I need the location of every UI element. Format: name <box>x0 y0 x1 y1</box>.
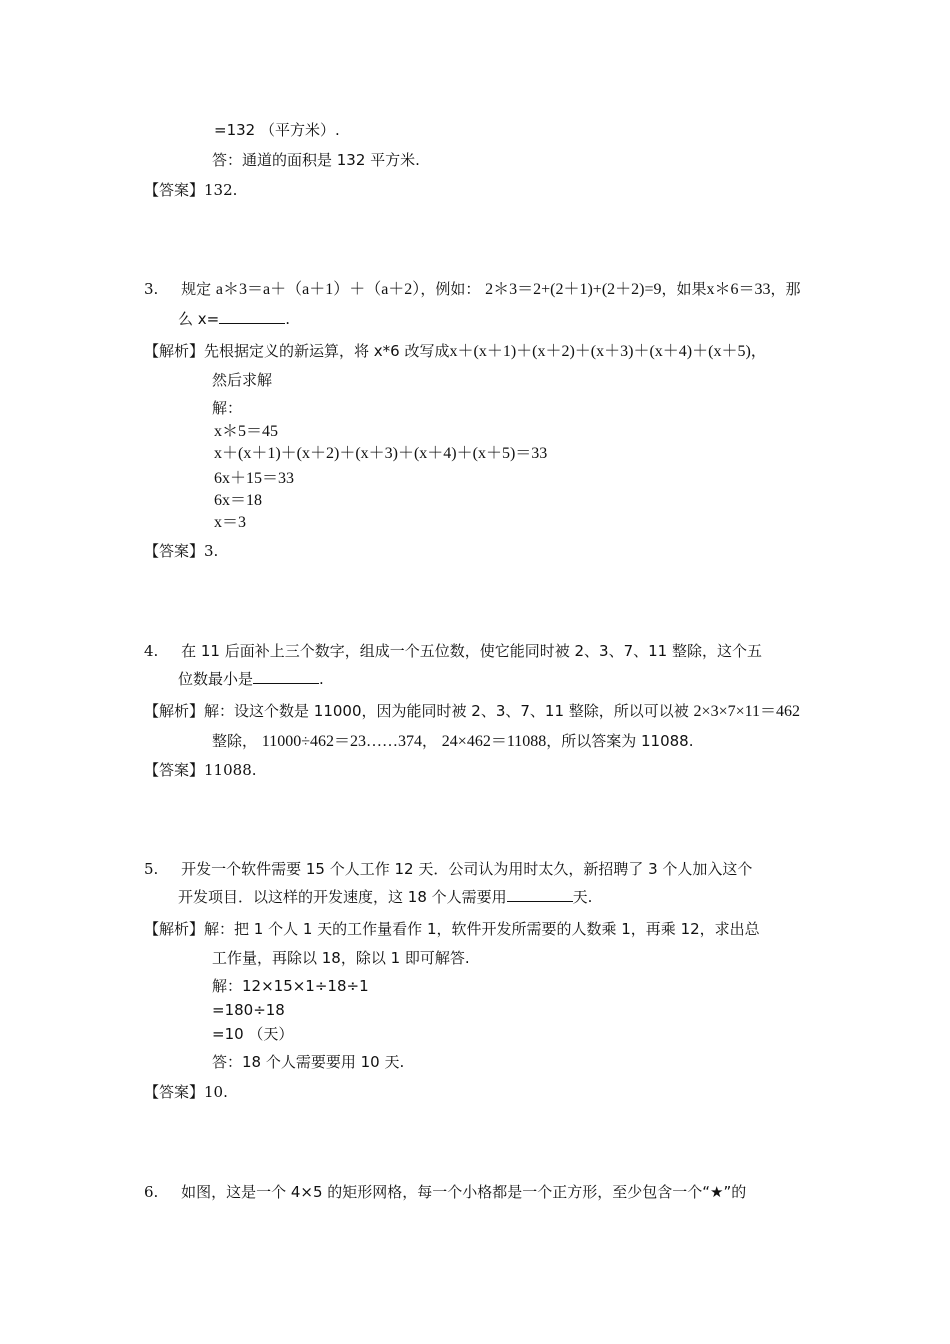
q3-text-b: ，例如： <box>420 280 481 298</box>
q4-analysis-text: ，所以答案为 11088. <box>546 732 694 750</box>
question-number: 5. <box>144 860 159 878</box>
q4-analysis-text: 整除， <box>212 732 258 750</box>
period: . <box>285 310 290 328</box>
q3-line1 <box>144 279 801 300</box>
q3-text-d: ，那 <box>770 280 801 298</box>
q5-answer <box>144 1082 228 1102</box>
q6-line1 <box>144 1182 746 1202</box>
q3-analysis-expr: x＋(x＋1)＋(x＋2)＋(x＋3)＋(x＋4)＋(x＋5)， <box>449 343 767 360</box>
q3-step: 6x＝18 <box>214 492 263 509</box>
q4-analysis <box>144 701 800 722</box>
q4-analysis-text: 解：设这个数是 11000，因为能同时被 2、3、7、11 整除，所以可以被 <box>204 702 689 720</box>
q3-analysis <box>144 341 767 362</box>
q3-analysis-line2: 然后求解 <box>212 371 273 389</box>
q3-text: 规定 <box>181 280 212 298</box>
answer-blank <box>507 887 573 902</box>
question-number: 6. <box>144 1183 159 1201</box>
prev-step: =132 （平方米）. <box>214 121 340 139</box>
analysis-label: 【解析】 <box>144 342 205 360</box>
q5-line2 <box>178 887 592 907</box>
q4-line2-text: 位数最小是 <box>178 670 254 688</box>
q3-definition: a＊3＝a＋（a＋1）＋（a＋2） <box>215 281 421 298</box>
q5-line2-text: 开发项目．以这样的开发速度，这 18 个人需要用 <box>178 888 507 906</box>
q5-step: =10 （天） <box>212 1025 294 1043</box>
q5-line2-end: 天. <box>572 888 593 906</box>
prev-answer-line: 答：通道的面积是 132 平方米. <box>212 151 420 169</box>
analysis-label: 【解析】 <box>144 702 205 720</box>
q5-analysis <box>144 919 760 939</box>
answer-value: 3. <box>204 542 219 560</box>
q5-step: =180÷18 <box>212 1001 285 1019</box>
q3-step: x＝3 <box>214 514 247 531</box>
q4-line2 <box>178 669 324 689</box>
answer-label: 【答案】 <box>144 542 205 560</box>
period: . <box>319 670 324 688</box>
q3-solve-label: 解： <box>212 399 243 417</box>
q5-analysis-line2: 工作量，再除以 18，除以 1 即可解答. <box>212 949 470 967</box>
q3-step: x＋(x＋1)＋(x＋2)＋(x＋3)＋(x＋4)＋(x＋5)＝33 <box>214 445 548 462</box>
q3-condition: x＊6＝33 <box>706 281 771 298</box>
q3-line2 <box>178 309 290 329</box>
q3-analysis-text: 先根据定义的新运算，将 x*6 改写成 <box>204 342 450 360</box>
answer-label: 【答案】 <box>144 181 205 199</box>
q3-answer <box>144 541 218 561</box>
answer-label: 【答案】 <box>144 761 205 779</box>
q4-text: 在 11 后面补上三个数字，组成一个五位数，使它能同时被 2、3、7、11 整除，这个五 <box>181 642 762 660</box>
q5-step: 答：18 个人需要要用 10 天. <box>212 1053 405 1071</box>
q5-analysis-text: 解：把 1 个人 1 天的工作量看作 1，软件开发所需要的人数乘 1，再乘 12，求出总 <box>204 920 760 938</box>
q6-text: 如图，这是一个 4×5 的矩形网格，每一个小格都是一个正方形，至少包含一个“★”的 <box>181 1183 747 1201</box>
q4-analysis-text: ， <box>422 732 438 750</box>
answer-value: 10. <box>204 1083 228 1101</box>
answer-blank <box>253 669 319 684</box>
q4-analysis-line2 <box>212 731 694 752</box>
prev-answer <box>144 180 237 200</box>
question-number: 3. <box>144 280 159 298</box>
answer-value: 11088. <box>204 761 257 779</box>
analysis-label: 【解析】 <box>144 920 205 938</box>
q4-analysis-expr: 2×3×7×11＝462 <box>693 703 801 720</box>
q3-step: x＊5＝45 <box>214 423 279 440</box>
q3-text-c: ，如果 <box>661 280 707 298</box>
q3-line2-text: 么 x= <box>178 310 220 328</box>
q4-analysis-expr: 11000÷462＝23……374 <box>261 733 422 750</box>
q4-answer <box>144 760 257 780</box>
q5-step: 解：12×15×1÷18÷1 <box>212 977 369 995</box>
q5-line1 <box>144 859 752 879</box>
q4-analysis-expr: 24×462＝11088 <box>441 733 547 750</box>
answer-label: 【答案】 <box>144 1083 205 1101</box>
answer-blank <box>219 309 285 324</box>
q3-step: 6x＋15＝33 <box>214 470 295 487</box>
answer-value: 132. <box>204 181 238 199</box>
q4-line1 <box>144 641 762 661</box>
q5-text: 开发一个软件需要 15 个人工作 12 天．公司认为用时太久，新招聘了 3 个人加入这个 <box>181 860 753 878</box>
q3-example: 2＊3＝2+(2＋1)+(2＋2)=9 <box>485 281 662 298</box>
question-number: 4. <box>144 642 159 660</box>
